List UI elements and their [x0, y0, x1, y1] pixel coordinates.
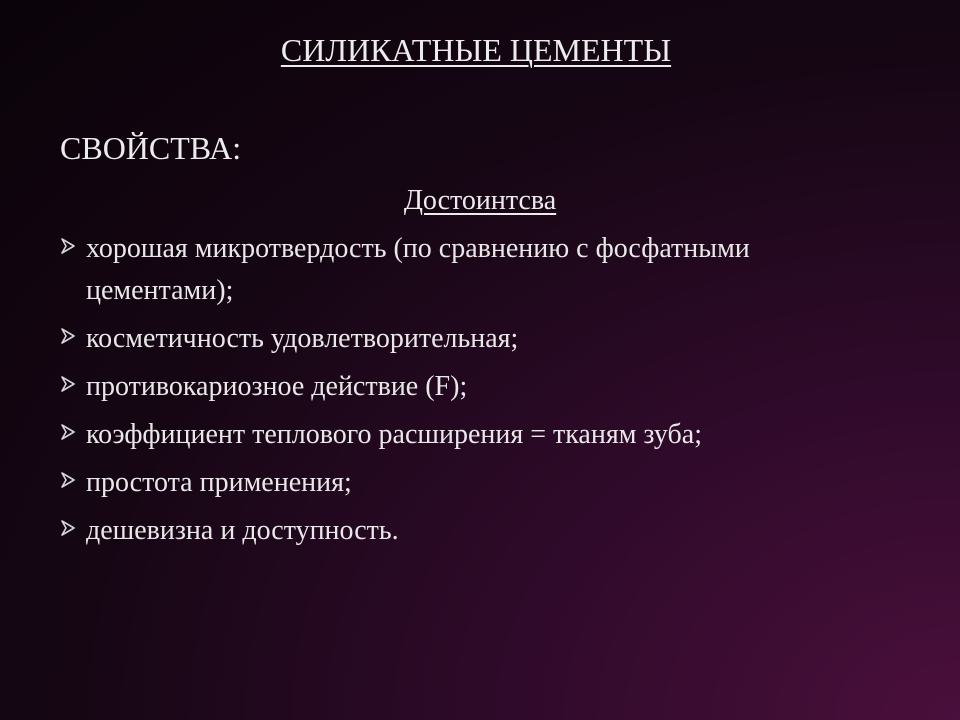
list-item — [58, 318, 848, 360]
list-item-text: противокариозное действие (F); — [86, 371, 468, 402]
arrow-bullet-icon — [58, 421, 80, 443]
list-item — [58, 228, 848, 312]
list-item — [58, 366, 848, 408]
list-item-text: дешевизна и доступность. — [86, 515, 399, 546]
list-item — [58, 462, 848, 504]
arrow-bullet-icon — [58, 517, 80, 539]
slide-title: СИЛИКАТНЫЕ ЦЕМЕНТЫ — [280, 32, 672, 68]
list-item-text: хорошая микротвердость (по сравнению с фосфатными цементами); — [86, 233, 750, 306]
advantages-subheading: Достоинтсва — [403, 185, 557, 216]
list-item-text: простота применения; — [86, 467, 352, 498]
advantages-list — [58, 228, 848, 558]
arrow-bullet-icon — [58, 469, 80, 491]
list-item-text: косметичность удовлетворительная; — [86, 323, 519, 354]
section-heading: СВОЙСТВА: — [60, 130, 242, 166]
list-item — [58, 510, 848, 552]
arrow-bullet-icon — [58, 325, 80, 347]
arrow-bullet-icon — [58, 373, 80, 395]
arrow-bullet-icon — [58, 235, 80, 257]
list-item — [58, 414, 848, 456]
list-item-text: коэффициент теплового расширения = тканям зуба; — [86, 419, 702, 450]
